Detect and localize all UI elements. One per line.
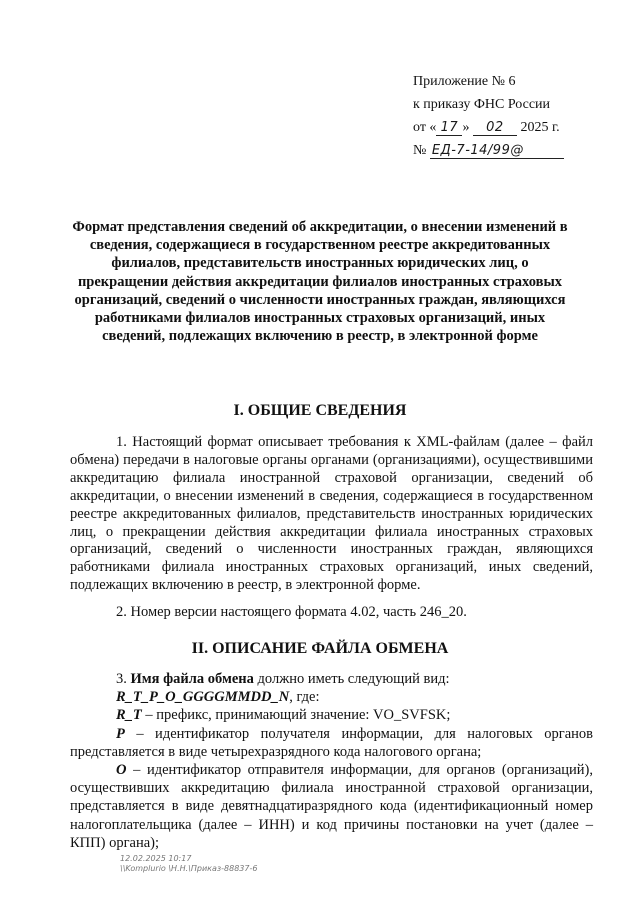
item-3-intro — [70, 670, 593, 688]
rt-text: – префикс, принимающий значение: VO_SVFSK; — [141, 707, 451, 724]
appendix-block — [413, 70, 564, 162]
section-2-body — [70, 670, 593, 852]
p-definition — [70, 725, 593, 761]
section-2-heading: II. ОПИСАНИЕ ФАЙЛА ОБМЕНА — [191, 640, 449, 657]
o-key: O — [116, 762, 127, 779]
date-year: 2025 г. — [520, 120, 560, 135]
handwritten-month: 02 — [473, 121, 517, 136]
p-key: P — [116, 725, 125, 742]
handwritten-order-number: ЕД-7-14/99@ — [430, 144, 564, 159]
section-1-paragraph-1: 1. Настоящий формат описывает требования к XML-файлам (далее – файл обмена) передачи в налоговые органы органами (организациями), осуществившими аккредитацию филиала иностранной страховой организации, сведений об аккредитации, о внесении изменений в сведения, содержащиеся в государственном реестре аккредитованных филиалов, представительств иностранных юридических лиц, о прекращении действия аккредитации филиала иностранных страховых организаций, сведений о численности иностранных граждан, являющихся работниками филиала иностранных страховых организаций, иных сведений, подлежащих включению в реестр, в электронной форме. — [70, 434, 593, 594]
p-text: – идентификатор получателя информации, для налоговых органов представляется в виде четырехразрядного кода налогового органа; — [70, 725, 593, 760]
appendix-line-1: Приложение № 6 — [413, 74, 516, 89]
file-name-pattern-line — [70, 688, 593, 706]
date-prefix: от « — [413, 120, 437, 135]
print-stamp — [120, 854, 257, 874]
item-3-bold-term: Имя файла обмена — [130, 671, 254, 687]
number-prefix: № — [413, 143, 427, 158]
file-name-pattern-suffix: , где: — [289, 689, 320, 706]
handwritten-day: 17 — [436, 121, 462, 136]
date-mid: » — [462, 120, 470, 135]
rt-definition — [70, 706, 593, 724]
o-text: – идентификатор отправителя информации, для органов (организаций), осуществивших аккредитацию филиала иностранной страховой организации, представляется в виде девятнадцатиразрядного кода (идентификационный номер налогоплательщика (далее – ИНН) и код причины постановки на учет (далее – КПП) органа); — [70, 762, 593, 851]
section-1-paragraph-2: 2. Номер версии настоящего формата 4.02, часть 246_20. — [116, 604, 467, 620]
appendix-number-line — [413, 139, 564, 162]
item-3-number: 3. — [116, 671, 131, 687]
stamp-line-2: \\Komplurio \Н.Н.\Приказ-88837-6 — [120, 864, 258, 873]
appendix-date-line — [413, 116, 564, 139]
o-definition — [70, 761, 593, 852]
stamp-line-1: 12.02.2025 10:17 — [120, 854, 192, 863]
appendix-line-2: к приказу ФНС России — [413, 97, 551, 112]
rt-key: R_T — [116, 707, 142, 724]
item-3-rest: должно иметь следующий вид: — [253, 671, 450, 687]
section-1-heading: I. ОБЩИЕ СВЕДЕНИЯ — [233, 402, 407, 419]
file-name-pattern: R_T_P_O_GGGGMMDD_N — [116, 689, 290, 706]
document-title: Формат представления сведений об аккредитации, о внесении изменений в сведения, содержащиеся в государственном реестре аккредитованных филиалов, представительств иностранных юридических лиц, о прекращении действия аккредитации филиалов иностранных страховых организаций, сведений о численности иностранных граждан, являющихся работниками филиалов иностранных страховых организаций, иных сведений, подлежащих включению в реестр, в электронной форме — [72, 219, 568, 345]
